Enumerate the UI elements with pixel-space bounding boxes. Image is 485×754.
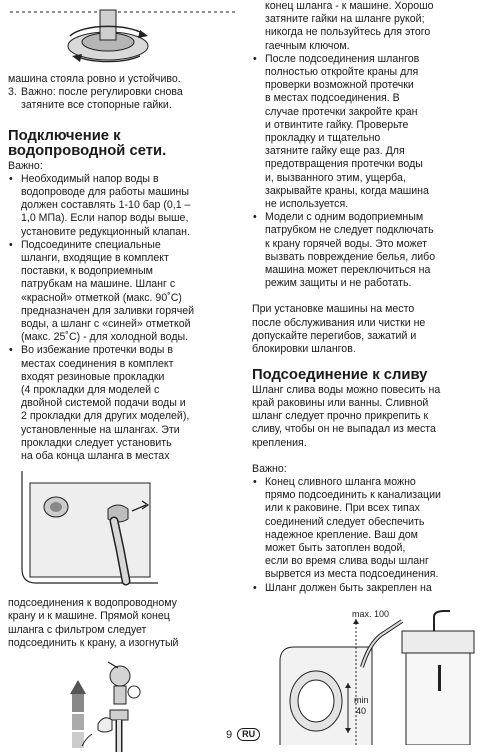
text-line: или к раковине. При всех типах bbox=[265, 502, 420, 515]
text-line: и отвинтите гайку. Проверьте bbox=[265, 118, 409, 131]
text-line: режим защиты и не работать. bbox=[265, 277, 412, 290]
text-line: и, вызванного этим, ущерба, bbox=[265, 171, 406, 184]
text-line: шланг следует прочно прикрепить к bbox=[252, 410, 429, 423]
text-line: не используется. bbox=[265, 198, 349, 211]
text-line: • Необходимый напор воды в bbox=[21, 172, 159, 185]
text-line: прокладку и тщательно bbox=[265, 132, 381, 145]
text-line: двойной системой подачи воды и bbox=[21, 397, 186, 410]
text-line: вырвется из места подсоединения. bbox=[265, 568, 439, 581]
important-label: Важно: bbox=[8, 159, 43, 172]
text-line: шланги, входящие в комплект bbox=[21, 252, 169, 265]
bullet-item bbox=[252, 476, 480, 582]
text-line: случае протечки закройте кран bbox=[265, 105, 418, 118]
section-heading-water-connection bbox=[8, 129, 236, 160]
bullet-item bbox=[252, 582, 480, 595]
bullet-item bbox=[8, 344, 236, 463]
bullet-item bbox=[8, 239, 236, 345]
text-line: При установке машины на место bbox=[252, 303, 415, 316]
text-line: проверки возможной протечки bbox=[265, 79, 414, 92]
text-line: блокировки шлангов. bbox=[252, 343, 356, 356]
text-line: крану и к машине. Прямой конец bbox=[8, 610, 170, 623]
text-line: установите редукционный клапан. bbox=[21, 225, 190, 238]
text-line: Шланг слива воды можно повесить на bbox=[252, 383, 441, 396]
text-line: после обслуживания или чистки не bbox=[252, 316, 426, 329]
bullet-list bbox=[252, 476, 480, 595]
min-height-value: 40 bbox=[356, 705, 367, 716]
text-line: входят резиновые прокладки bbox=[21, 370, 165, 383]
text-line: прокладки следует установить bbox=[21, 436, 172, 449]
text-line: • После подсоединения шлангов bbox=[265, 52, 420, 65]
page-footer bbox=[226, 728, 260, 741]
text-line: водопроводе для работы машины bbox=[21, 186, 189, 199]
text-line: воды, а шланг с «синей» отметкой bbox=[21, 318, 191, 331]
heading-line: водопроводной сети. bbox=[8, 143, 167, 160]
text-line: шланга с фильтром следует bbox=[8, 623, 147, 636]
text-line: на оба конца шланга в местах bbox=[21, 450, 170, 463]
max-height-label: max. 100 bbox=[352, 608, 390, 619]
min-height-label: min bbox=[354, 694, 369, 705]
bullet-item bbox=[252, 211, 480, 290]
drain-diagram bbox=[252, 607, 480, 745]
step-3 bbox=[8, 86, 236, 112]
section-heading-drain: Подсоединение к сливу bbox=[252, 367, 428, 384]
text-line: (макс. 25˚C) - для холодной воды. bbox=[21, 331, 189, 344]
text-line: крепления. bbox=[252, 436, 307, 449]
text-line: полностью откройте краны для bbox=[265, 66, 419, 79]
text-line: должен составлять 1-10 бар (0,1 – bbox=[21, 199, 191, 212]
text-line: • Конец сливного шланга можно bbox=[265, 476, 416, 488]
bullet-item bbox=[252, 53, 480, 211]
leveling-foot-illustration bbox=[8, 0, 236, 70]
text-line: к крану горячей воды. Это может bbox=[265, 237, 427, 250]
text-line: закрывайте краны, когда машина bbox=[265, 184, 429, 197]
bullet-item bbox=[8, 173, 236, 239]
text-line: • Подсоедините специальные bbox=[21, 238, 161, 251]
text-line: Важно: после регулировки снова bbox=[21, 86, 183, 99]
continued-text bbox=[252, 0, 480, 53]
text-line: подсоединения к водопроводному bbox=[8, 597, 177, 610]
text-line: установленные на шлангах. Эти bbox=[21, 423, 180, 436]
text-line: может быть затоплен водой, bbox=[265, 542, 406, 555]
text-line: надежное крепление. Ваш дом bbox=[265, 528, 418, 541]
text-line: предназначен для заливки горячей bbox=[21, 304, 195, 317]
text-line: (4 прокладки для моделей с bbox=[21, 384, 160, 397]
text-line: если во время слива воды шланг bbox=[265, 555, 429, 568]
bullet-list bbox=[8, 173, 236, 463]
text-line: • Шланг должен быть закреплен на bbox=[265, 581, 432, 594]
text-line: предотвращения протечки воды bbox=[265, 158, 423, 171]
text-line: местах соединения в комплект bbox=[21, 357, 174, 370]
drain-paragraph bbox=[252, 384, 480, 450]
text-line: патрубком не следует подключать bbox=[265, 224, 434, 237]
important-label: Важно: bbox=[252, 462, 287, 475]
bullet-list bbox=[252, 53, 480, 291]
text-line: поставки, к водоприемным bbox=[21, 265, 153, 278]
text-line: соединений следует обеспечить bbox=[265, 515, 425, 528]
heading-line: Подключение к bbox=[8, 127, 121, 144]
text-line: в местах подсоединения. В bbox=[265, 92, 400, 105]
text-line: допускайте перегибов, зажатий и bbox=[252, 329, 417, 342]
text-line: машина стояла ровно и устойчиво. bbox=[8, 73, 181, 85]
text-line: затяните гайки на шланге рукой; bbox=[265, 13, 425, 26]
text-line: • Во избежание протечки воды в bbox=[21, 344, 173, 357]
text-line: затяните все стопорные гайки. bbox=[21, 99, 172, 112]
text-line: подсоединить к крану, а изогнутый bbox=[8, 636, 179, 649]
text-line: конец шланга - к машине. Хорошо bbox=[265, 0, 434, 12]
text-line: вызвать повреждение белья, либо bbox=[265, 250, 436, 263]
text-line: никогда не пользуйтесь для этого bbox=[265, 26, 431, 39]
text-line: • Модели с одним водоприемным bbox=[265, 211, 424, 224]
step-number: 3. bbox=[8, 86, 17, 99]
text-line: патрубкам на машине. Шланг с bbox=[21, 278, 176, 291]
hose-warning-paragraph bbox=[252, 303, 480, 356]
text-line: «красной» отметкой (макс. 90˚C) bbox=[21, 291, 182, 304]
text-line: прямо подсоединить к канализации bbox=[265, 489, 441, 502]
left-column bbox=[8, 0, 236, 754]
text-line: край раковины или ванны. Сливной bbox=[252, 396, 429, 409]
page-number: 9 bbox=[226, 728, 233, 741]
text-line: машина может переключиться на bbox=[265, 264, 431, 277]
hose-to-machine-illustration bbox=[8, 469, 236, 587]
tap-connection-illustration bbox=[8, 654, 236, 754]
text-line: 2 прокладки для других моделей), bbox=[21, 410, 190, 423]
text-line: 1,0 МПа). Если напор воды выше, bbox=[21, 212, 189, 225]
text-line: затяните гайку еще раз. Для bbox=[265, 145, 405, 158]
right-column bbox=[252, 0, 480, 745]
language-badge: RU bbox=[237, 728, 260, 741]
text-line: гаечным ключом. bbox=[265, 39, 350, 52]
text-line: сливу, чтобы он не выпадал из места bbox=[252, 423, 436, 436]
